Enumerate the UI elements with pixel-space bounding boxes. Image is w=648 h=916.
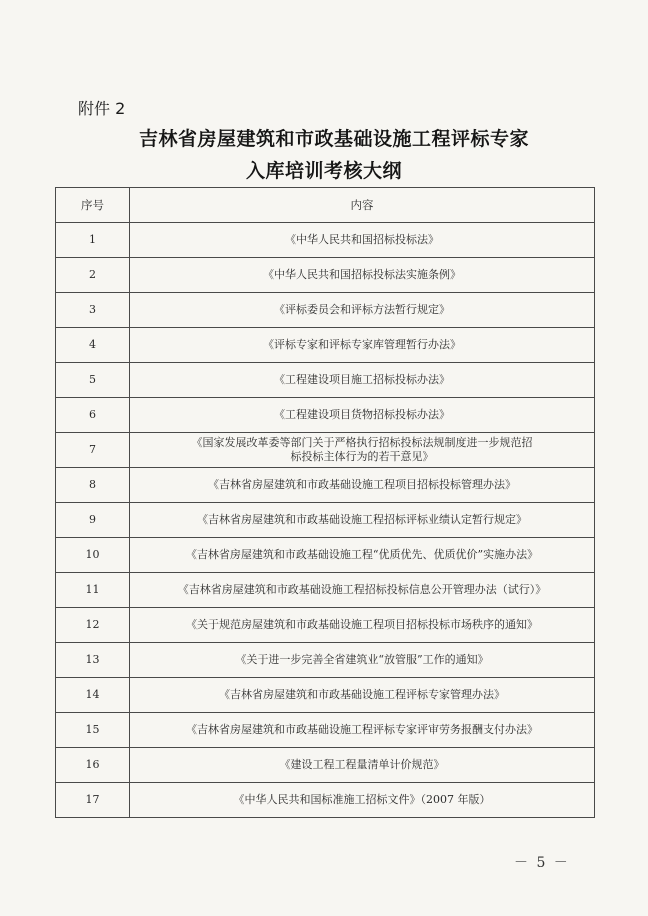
- row-content: 《关于规范房屋建筑和市政基础设施工程项目招标投标市场秩序的通知》: [130, 608, 595, 643]
- row-content: 《关于进一步完善全省建筑业“放管服”工作的通知》: [130, 643, 595, 678]
- row-serial-number: 2: [56, 258, 130, 293]
- row-content: 《国家发展改革委等部门关于严格执行招标投标法规制度进一步规范招标投标主体行为的若干意见》: [130, 433, 595, 468]
- header-content: 内容: [130, 188, 595, 223]
- row-content: 《吉林省房屋建筑和市政基础设施工程招标投标信息公开管理办法（试行）》: [130, 573, 595, 608]
- row-serial-number: 11: [56, 573, 130, 608]
- row-content: 《工程建设项目施工招标投标办法》: [130, 363, 595, 398]
- row-content: 《吉林省房屋建筑和市政基础设施工程招标评标业绩认定暂行规定》: [130, 503, 595, 538]
- document-title-line-2: 入库培训考核大纲: [245, 160, 402, 182]
- row-serial-number: 1: [56, 223, 130, 258]
- syllabus-table: [55, 187, 595, 818]
- row-content: 《建设工程工程量清单计价规范》: [130, 748, 595, 783]
- row-serial-number: 7: [56, 433, 130, 468]
- row-serial-number: 6: [56, 398, 130, 433]
- table-row: [56, 398, 595, 433]
- table-row: [56, 643, 595, 678]
- table-row: [56, 678, 595, 713]
- table-row: [56, 468, 595, 503]
- document-title-line-1: 吉林省房屋建筑和市政基础设施工程评标专家: [138, 128, 529, 150]
- table-row: [56, 503, 595, 538]
- table-row: [56, 433, 595, 468]
- row-serial-number: 16: [56, 748, 130, 783]
- attachment-label: 附件 2: [78, 99, 126, 118]
- table-row: [56, 363, 595, 398]
- table-row: [56, 223, 595, 258]
- table-header-row: [56, 188, 595, 223]
- table-row: [56, 608, 595, 643]
- row-content: 《吉林省房屋建筑和市政基础设施工程评标专家评审劳务报酬支付办法》: [130, 713, 595, 748]
- row-serial-number: 13: [56, 643, 130, 678]
- header-serial-number: 序号: [56, 188, 130, 223]
- row-serial-number: 10: [56, 538, 130, 573]
- row-content: 《评标委员会和评标方法暂行规定》: [130, 293, 595, 328]
- row-serial-number: 17: [56, 783, 130, 818]
- row-content: 《吉林省房屋建筑和市政基础设施工程评标专家管理办法》: [130, 678, 595, 713]
- row-serial-number: 12: [56, 608, 130, 643]
- row-serial-number: 5: [56, 363, 130, 398]
- table-row: [56, 713, 595, 748]
- row-content: 《评标专家和评标专家库管理暂行办法》: [130, 328, 595, 363]
- row-content: 《中华人民共和国招标投标法》: [130, 223, 595, 258]
- row-serial-number: 3: [56, 293, 130, 328]
- table-row: [56, 328, 595, 363]
- row-content: 《工程建设项目货物招标投标办法》: [130, 398, 595, 433]
- row-content: 《吉林省房屋建筑和市政基础设施工程“优质优先、优质优价”实施办法》: [130, 538, 595, 573]
- row-serial-number: 15: [56, 713, 130, 748]
- row-content: 《中华人民共和国招标投标法实施条例》: [130, 258, 595, 293]
- table-row: [56, 573, 595, 608]
- row-content: 《吉林省房屋建筑和市政基础设施工程项目招标投标管理办法》: [130, 468, 595, 503]
- row-serial-number: 8: [56, 468, 130, 503]
- row-serial-number: 4: [56, 328, 130, 363]
- row-serial-number: 14: [56, 678, 130, 713]
- table-row: [56, 538, 595, 573]
- table-row: [56, 293, 595, 328]
- row-content: 《中华人民共和国标准施工招标文件》（2007 年版）: [130, 783, 595, 818]
- table-row: [56, 748, 595, 783]
- row-serial-number: 9: [56, 503, 130, 538]
- page-number: － 5 －: [514, 855, 570, 871]
- table-row: [56, 783, 595, 818]
- table-row: [56, 258, 595, 293]
